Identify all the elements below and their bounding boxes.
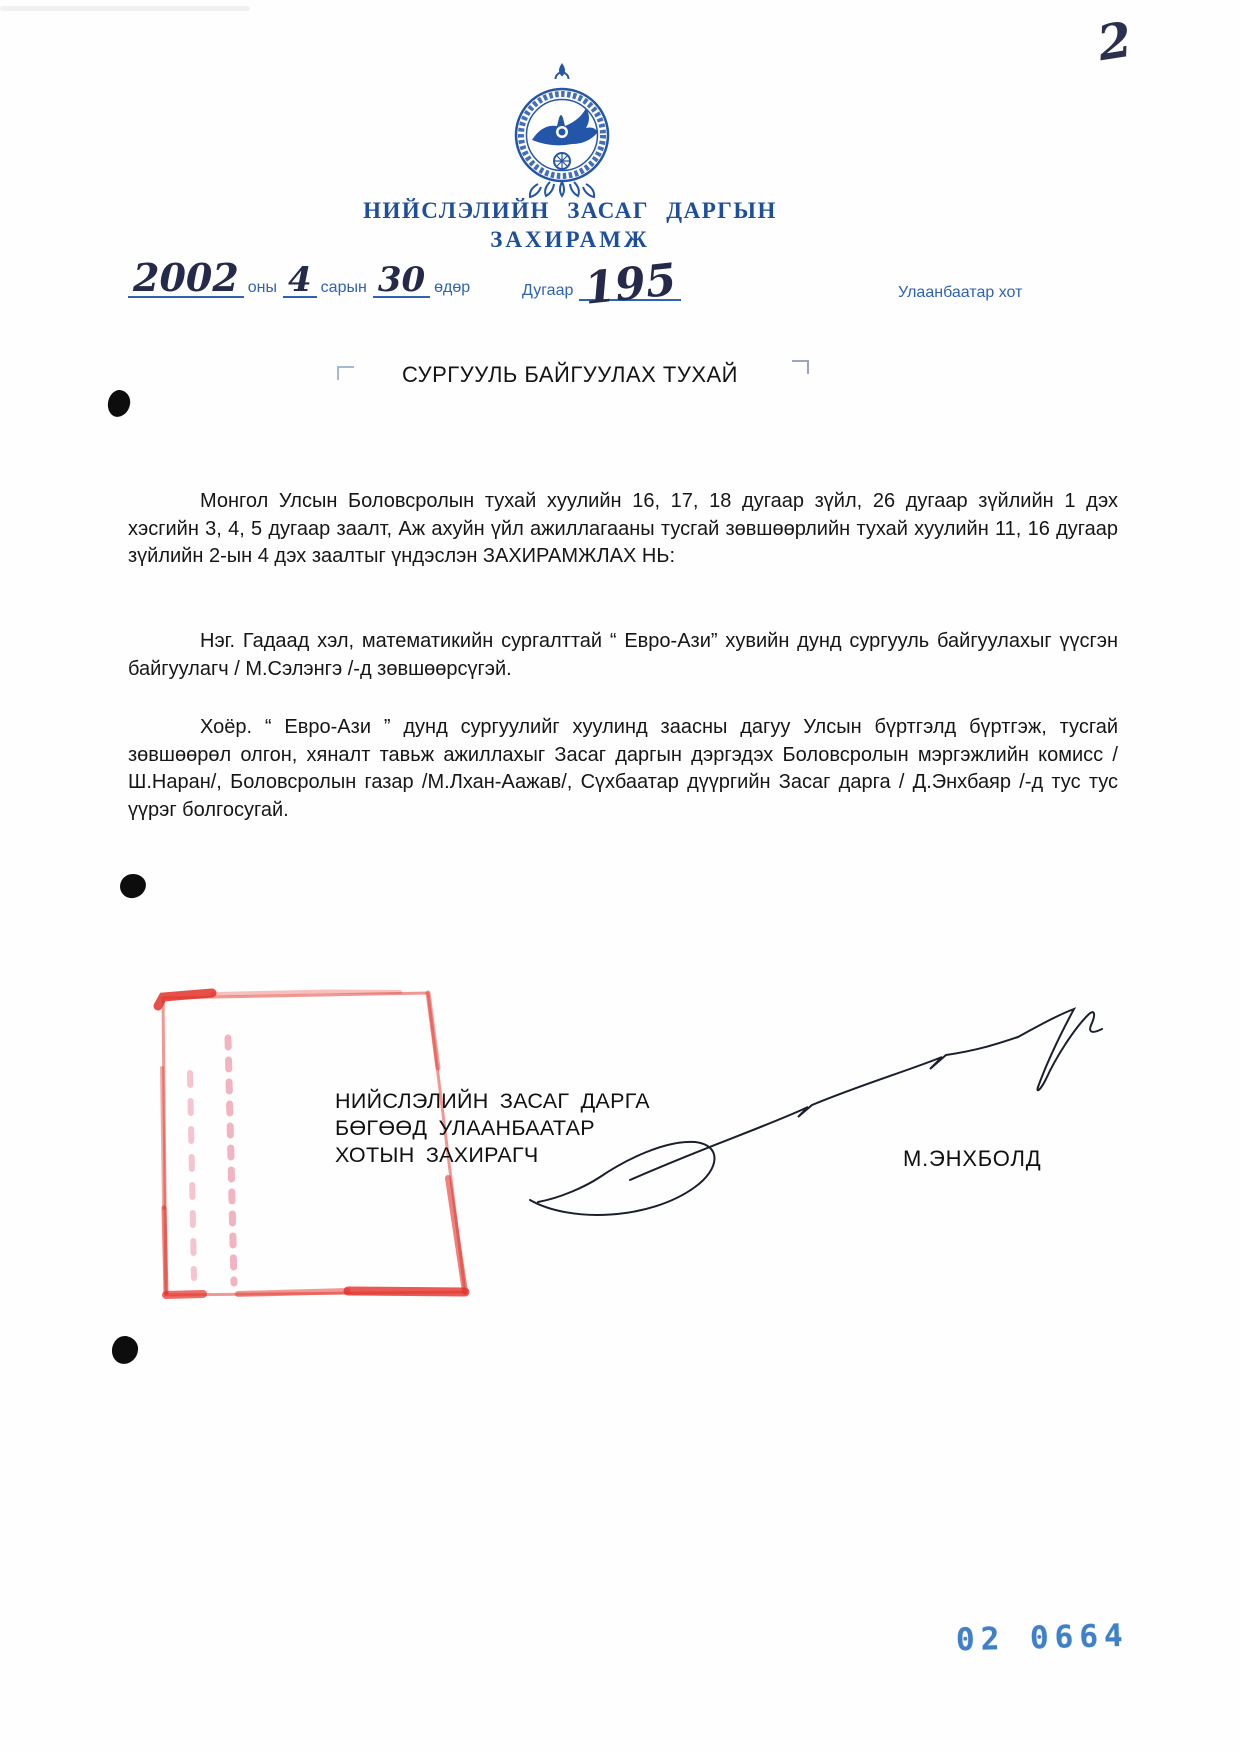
handwritten-page-number: 2: [1093, 11, 1136, 73]
punch-dot-icon: [106, 389, 132, 419]
year-label: оны: [247, 279, 277, 296]
item-one-paragraph: Нэг. Гадаад хэл, математикийн сургалттай “ Евро-Ази” хувийн дунд сургууль байгуулахыг үүсгэн байгуулагч / М.Сэлэнгэ /-д зөвшөөрсүгэй.: [128, 630, 1118, 680]
decree-number: [518, 254, 681, 315]
signer-name: М.ЭНХБОЛД: [903, 1146, 1042, 1171]
punch-dot-icon: [119, 873, 147, 900]
month-label: сарын: [320, 279, 367, 296]
signer-position-line1: НИЙСЛЭЛИЙН ЗАСАГ ДАРГА: [335, 1089, 650, 1113]
punch-dot-icon: [111, 1335, 139, 1365]
signer-position-line3: ХОТЫН ЗАХИРАГЧ: [335, 1143, 539, 1167]
scan-smudge: [0, 6, 250, 11]
number-label: Дугаар: [522, 282, 574, 299]
handwritten-year: 2002: [133, 255, 239, 300]
signer-position: [335, 1088, 650, 1169]
date-month-slot: [283, 260, 317, 300]
handwritten-day: 30: [377, 260, 426, 300]
letterhead: [0, 198, 1140, 253]
doc-type: ЗАХИРАМЖ: [490, 227, 650, 252]
signer-position-line2: БӨГӨӨД УЛААНБААТАР: [335, 1116, 595, 1140]
date-line: [128, 255, 476, 300]
registry-stamp-number: 02 0664: [955, 1617, 1130, 1659]
org-name: НИЙСЛЭЛИЙН ЗАСАГ ДАРГЫН: [363, 198, 777, 223]
day-label: өдөр: [434, 279, 471, 296]
document-title: СУРГУУЛЬ БАЙГУУЛАХ ТУХАЙ: [402, 362, 738, 387]
handwritten-month: 4: [288, 260, 312, 300]
city-label: Улаанбаатар хот: [898, 284, 1023, 301]
mongolia-emblem-icon: [502, 60, 622, 206]
handwritten-number: 195: [582, 254, 680, 315]
item-two-paragraph: Хоёр. “ Евро-Ази ” дунд сургуулийг хуулинд заасны дагуу Улсын бүртгэлд бүртгэж, тусгай зөвшөөрөл олгон, хяналт тавьж ажиллахыг Засаг даргын дэргэдэх Боловсролын мэргэжлийн комисс /Ш.Наран/, Боловсролын газар /М.Лхан-Аажав/, Сүхбаатар дүүргийн Засаг дарга / Д.Энхбаяр /-д тус тус үүрэг болгосугай.: [128, 716, 1118, 821]
number-slot: [579, 254, 681, 315]
date-year-slot: [128, 255, 244, 300]
preamble-paragraph: Монгол Улсын Боловсролын тухай хуулийн 16, 17, 18 дугаар зүйл, 26 дугаар зүйлийн 1 дэх хэсгийн 3, 4, 5 дугаар заалт, Аж ахуйн үйл ажиллагааны тусгай зөвшөөрлийн тухай хуулийн 11, 16 дугаар зүйлийн 2-ын 4 дэх заалтыг үндэслэн ЗАХИРАМЖЛАХ НЬ:: [128, 490, 1118, 567]
date-day-slot: [373, 260, 430, 300]
